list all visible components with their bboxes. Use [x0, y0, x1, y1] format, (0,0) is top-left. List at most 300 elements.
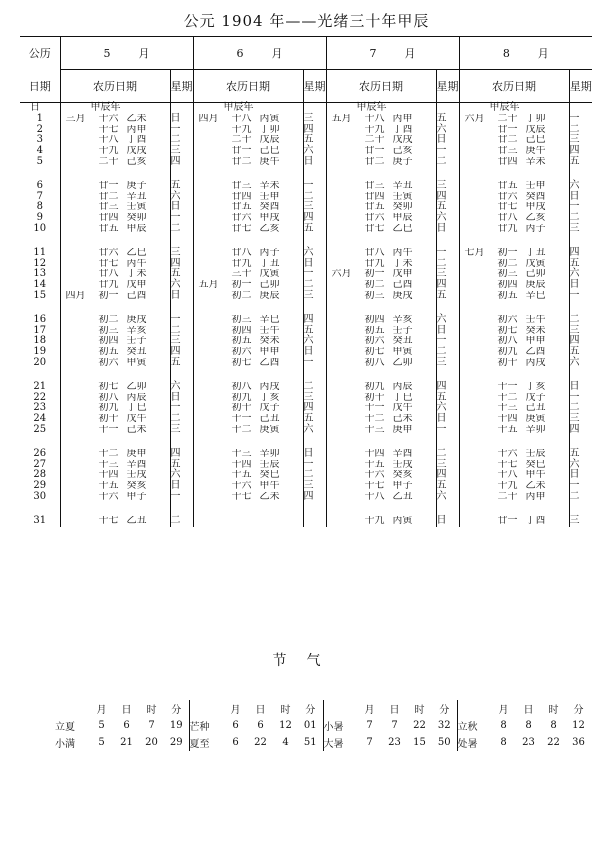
lunar-row: [460, 146, 569, 157]
solar-term-value: 5: [98, 720, 105, 731]
weekday: 一: [436, 335, 447, 347]
ganzhi: 壬子: [126, 336, 147, 347]
gregorian-label: 公历: [20, 37, 60, 70]
lunar-row: [327, 460, 436, 471]
weekday-group: [570, 248, 593, 302]
ganzhi: 辛巳: [259, 314, 280, 325]
solar-term-value: 22: [547, 737, 560, 748]
weekday: 一: [303, 356, 314, 368]
day-number: 26: [33, 447, 47, 459]
lunar-row: [194, 336, 303, 347]
lunar-day: 十九: [98, 146, 119, 157]
weekday-group: [171, 114, 193, 168]
weekday-label: 星期: [436, 70, 459, 103]
weekday: 三: [569, 514, 580, 526]
lunar-month: [194, 157, 224, 168]
solar-term-column-label: 月: [96, 705, 107, 716]
weekday: 六: [436, 402, 447, 414]
lunar-month: [61, 157, 91, 168]
weekday: 四: [569, 246, 580, 258]
ganzhi: 己亥: [392, 146, 413, 157]
lunar-month: [327, 291, 357, 302]
ganzhi: 丙戌: [259, 381, 280, 392]
ganzhi: 己未: [392, 414, 413, 425]
weekday: 六: [569, 458, 580, 470]
solar-term-value: 7: [148, 720, 155, 731]
day-number: 4: [36, 145, 43, 157]
lunar-row: [61, 382, 170, 393]
ganzhi: 癸丑: [126, 347, 147, 358]
weekday: 二: [303, 469, 314, 481]
lunar-row: [327, 125, 436, 136]
lunar-month: [460, 470, 490, 481]
solar-term-name: 大暑: [323, 734, 357, 751]
weekday: 二: [170, 134, 181, 146]
lunar-row: [194, 125, 303, 136]
weekday-group: [437, 382, 459, 436]
weekday: 日: [436, 324, 447, 336]
lunar-month: [61, 224, 91, 235]
lunar-day: 廿四: [497, 156, 518, 167]
day-group: [20, 248, 60, 302]
weekday-group: [437, 248, 459, 302]
solar-term-column-label: 日: [255, 705, 266, 716]
day-group: [20, 114, 60, 168]
day-number: 6: [36, 179, 43, 191]
weekday: 日: [170, 112, 181, 124]
lunar-row: [460, 414, 569, 425]
lunar-day: 十五: [364, 459, 385, 470]
lunar-day: 廿二: [98, 191, 119, 202]
month-header: 6 月: [193, 37, 326, 70]
weekday: 四: [303, 402, 314, 414]
weekday: 二: [303, 279, 314, 291]
ganzhi: 丁卯: [259, 124, 280, 135]
ganzhi: 癸酉: [259, 202, 280, 213]
weekday: 日: [569, 469, 580, 481]
lunar-day: 廿八: [231, 247, 252, 258]
ganzhi: 丁巳: [392, 392, 413, 403]
lunar-day: 廿九: [364, 258, 385, 269]
lunar-month: [61, 336, 91, 347]
weekday: 六: [170, 380, 181, 392]
weekday: 三: [436, 356, 447, 368]
ganzhi: 乙未: [126, 113, 147, 124]
lunar-month: [61, 481, 91, 492]
lunar-group: [61, 449, 170, 503]
lunar-day: 十九: [364, 515, 385, 526]
lunar-month: [194, 213, 224, 224]
weekday: 一: [569, 112, 580, 124]
lunar-month: [194, 516, 224, 527]
weekday: 五: [303, 222, 314, 234]
lunar-day: 十七: [231, 491, 252, 502]
lunar-day: 初四: [497, 280, 518, 291]
ganzhi: 辛亥: [392, 314, 413, 325]
lunar-day: 十五: [497, 424, 518, 435]
lunar-month: [460, 269, 490, 280]
solar-term-column-label: 日: [523, 705, 534, 716]
weekday: 二: [170, 222, 181, 234]
lunar-day: 廿三: [364, 180, 385, 191]
lunar-month: [327, 146, 357, 157]
weekday: 日: [303, 346, 314, 358]
lunar-day: 初三: [98, 325, 119, 336]
lunar-day: 廿四: [364, 191, 385, 202]
weekday: 三: [303, 201, 314, 213]
lunar-row: [327, 157, 436, 168]
date-label: 日期: [20, 70, 60, 103]
lunar-day: 廿七: [98, 258, 119, 269]
ganzhi: 庚午: [259, 156, 280, 167]
weekday-label: 星期: [303, 70, 326, 103]
ganzhi: 壬寅: [392, 191, 413, 202]
lunar-month: [194, 125, 224, 136]
weekday: 二: [569, 402, 580, 414]
lunar-month: [61, 269, 91, 280]
lunar-group: [194, 248, 303, 302]
lunar-month: [327, 403, 357, 414]
ganzhi: 戊戌: [392, 135, 413, 146]
lunar-row: [327, 259, 436, 270]
lunar-row: [61, 135, 170, 146]
solar-term-column-label: 时: [280, 705, 291, 716]
lunar-day: 廿七: [231, 223, 252, 234]
ganzhi: 乙亥: [259, 223, 280, 234]
lunar-month: [327, 315, 357, 326]
lunar-month: 四月: [198, 113, 219, 124]
lunar-group: [460, 315, 569, 369]
ganzhi: 丙子: [259, 247, 280, 258]
ganzhi: [260, 516, 286, 527]
lunar-month: [194, 326, 224, 337]
solar-term-column-label: 日: [121, 705, 132, 716]
lunar-day: 初十: [497, 357, 518, 368]
lunar-month: 三月: [65, 113, 86, 124]
ganzhi: 丁丑: [525, 247, 546, 258]
lunar-month: [460, 291, 490, 302]
solar-term-column-label: 日: [389, 705, 400, 716]
ganzhi: 丙辰: [126, 392, 147, 403]
ganzhi: 癸巳: [259, 470, 280, 481]
weekday: 六: [170, 190, 181, 202]
lunar-row: [460, 315, 569, 326]
lunar-day: 初六: [497, 314, 518, 325]
lunar-month: [460, 460, 490, 471]
solar-term-value: 8: [500, 737, 507, 748]
weekday-group: [437, 449, 459, 503]
lunar-day: 初七: [98, 381, 119, 392]
solar-term-row: [55, 734, 591, 751]
lunar-month: [194, 315, 224, 326]
ganzhi: 丁未: [392, 258, 413, 269]
day-number: 19: [33, 346, 47, 358]
lunar-month: [327, 516, 357, 527]
solar-term-name: 立夏: [55, 722, 75, 733]
lunar-group: [61, 114, 170, 168]
lunar-row: [61, 326, 170, 337]
lunar-row: [61, 336, 170, 347]
lunar-row: [327, 393, 436, 404]
lunar-day: 廿四: [231, 191, 252, 202]
lunar-month: [194, 259, 224, 270]
lunar-row: [460, 403, 569, 414]
lunar-row: [460, 202, 569, 213]
lunar-row: [460, 382, 569, 393]
weekday: 三: [303, 112, 314, 124]
lunar-month: [327, 347, 357, 358]
lunar-month: [327, 326, 357, 337]
lunar-day: 初四: [98, 336, 119, 347]
lunar-day: 廿六: [231, 213, 252, 224]
lunar-row: [460, 248, 569, 259]
lunar-month: [194, 146, 224, 157]
weekday: 日: [569, 190, 580, 202]
lunar-row: [327, 470, 436, 481]
lunar-month: [61, 326, 91, 337]
weekday: 一: [303, 458, 314, 470]
lunar-day: 廿八: [98, 269, 119, 280]
ganzhi: 甲戌: [525, 202, 546, 213]
lunar-row: [327, 414, 436, 425]
lunar-day: 初一: [497, 247, 518, 258]
weekday: 四: [569, 145, 580, 157]
lunar-month: [460, 224, 490, 235]
weekday: 日: [170, 480, 181, 492]
weekday: 日: [436, 222, 447, 234]
lunar-row: [460, 125, 569, 136]
ganzhi: 壬申: [525, 180, 546, 191]
lunar-day: 廿六: [364, 213, 385, 224]
day-number: 24: [33, 413, 47, 425]
solar-term-value: 7: [366, 737, 373, 748]
lunar-row: [61, 403, 170, 414]
lunar-group: [61, 516, 170, 527]
day-number: 28: [33, 469, 47, 481]
lunar-row: [61, 125, 170, 136]
lunar-row: [61, 192, 170, 203]
lunar-group: [194, 449, 303, 503]
lunar-row: [194, 157, 303, 168]
weekday: 三: [170, 246, 181, 258]
lunar-month: [61, 425, 91, 436]
lunar-row: [61, 114, 170, 125]
weekday: 四: [303, 212, 314, 224]
lunar-row: [327, 492, 436, 503]
weekday: 五: [569, 346, 580, 358]
lunar-row: [327, 135, 436, 146]
ganzhi: 乙未: [525, 481, 546, 492]
weekday: 五: [436, 289, 447, 301]
day-number: 29: [33, 480, 47, 492]
lunar-group: [327, 114, 436, 168]
ganzhi: 丙寅: [259, 113, 280, 124]
weekday: 三: [569, 222, 580, 234]
ganzhi: 癸卯: [126, 213, 147, 224]
ganzhi: 丁酉: [392, 124, 413, 135]
lunar-row: [61, 393, 170, 404]
weekday: 三: [569, 413, 580, 425]
lunar-day: 初八: [98, 392, 119, 403]
ganzhi: 辛卯: [525, 424, 546, 435]
lunar-month: [327, 393, 357, 404]
ganzhi: 壬戌: [392, 459, 413, 470]
weekday-group: [171, 449, 193, 503]
ganzhi: 壬戌: [126, 470, 147, 481]
lunar-month: [327, 425, 357, 436]
lunar-month: [327, 248, 357, 259]
lunar-day: 廿一: [231, 146, 252, 157]
weekday: 五: [170, 458, 181, 470]
lunar-date-label: 农历日期: [193, 70, 303, 103]
lunar-row: [460, 114, 569, 125]
lunar-group: [460, 248, 569, 302]
ganzhi: 戊戌: [126, 146, 147, 157]
ganzhi: 丙申: [392, 113, 413, 124]
ganzhi: 乙巳: [392, 223, 413, 234]
weekday-group: [304, 449, 326, 503]
lunar-row: [61, 269, 170, 280]
ganzhi: 己酉: [126, 290, 147, 301]
weekday: 六: [436, 490, 447, 502]
lunar-row: [327, 382, 436, 393]
lunar-day: 十四: [497, 414, 518, 425]
weekday: 二: [170, 514, 181, 526]
lunar-month: [194, 481, 224, 492]
lunar-row: [327, 347, 436, 358]
lunar-month: [61, 470, 91, 481]
ganzhi: 壬寅: [126, 202, 147, 213]
weekday-group: [570, 516, 593, 527]
lunar-day: 初三: [497, 269, 518, 280]
weekday: 三: [303, 480, 314, 492]
lunar-month: [61, 135, 91, 146]
weekday: 三: [569, 324, 580, 336]
lunar-day: 十三: [231, 448, 252, 459]
lunar-day: 初四: [231, 325, 252, 336]
lunar-row: [61, 291, 170, 302]
day-number: 27: [33, 458, 47, 470]
day-number: 31: [33, 514, 47, 526]
lunar-row: [194, 248, 303, 259]
lunar-group: [194, 181, 303, 235]
ganzhi: 乙卯: [392, 357, 413, 368]
lunar-month: [327, 125, 357, 136]
lunar-day: 初五: [231, 336, 252, 347]
solar-term-value: 6: [123, 720, 130, 731]
lunar-day: 十二: [231, 424, 252, 435]
day-number: 30: [33, 490, 47, 502]
lunar-row: [194, 347, 303, 358]
lunar-row: [61, 157, 170, 168]
ganzhi: 丙子: [525, 223, 546, 234]
lunar-group: [194, 382, 303, 436]
solar-term-value: 6: [257, 720, 264, 731]
solar-term-value: 8: [525, 720, 532, 731]
ganzhi: 辛酉: [126, 459, 147, 470]
ganzhi: 甲寅: [126, 357, 147, 368]
ganzhi: 甲寅: [392, 347, 413, 358]
ganzhi: 己酉: [392, 280, 413, 291]
lunar-row: [327, 224, 436, 235]
lunar-group: [194, 516, 303, 527]
lunar-row: [194, 146, 303, 157]
solar-term-column-label: 分: [439, 705, 450, 716]
lunar-column: [326, 103, 436, 527]
solar-term-value: 8: [550, 720, 557, 731]
day-number: 13: [33, 268, 47, 280]
lunar-day: 十九: [364, 124, 385, 135]
ganzhi: 辛卯: [259, 448, 280, 459]
day-number: 12: [33, 257, 47, 269]
day-group: [20, 382, 60, 436]
ganzhi: 癸丑: [392, 336, 413, 347]
weekday: 六: [436, 313, 447, 325]
solar-term-value: 22: [413, 720, 426, 731]
weekday: 一: [170, 490, 181, 502]
lunar-month: [460, 259, 490, 270]
day-number: 18: [33, 335, 47, 347]
lunar-month: [327, 470, 357, 481]
lunar-month: [460, 202, 490, 213]
solar-term-value: 51: [303, 737, 317, 748]
weekday-group: [570, 114, 593, 168]
lunar-month: 五月: [331, 113, 352, 124]
day-column: [20, 103, 60, 527]
lunar-month: [194, 336, 224, 347]
lunar-row: [61, 146, 170, 157]
lunar-month: [327, 202, 357, 213]
day-number: 2: [36, 123, 43, 135]
ganzhi: 丙辰: [392, 381, 413, 392]
weekday: 六: [569, 179, 580, 191]
day-number: 23: [33, 402, 47, 414]
weekday: 五: [436, 480, 447, 492]
lunar-day: 初六: [98, 357, 119, 368]
lunar-day: 十八: [231, 113, 252, 124]
weekday: 五: [170, 179, 181, 191]
lunar-row: [61, 259, 170, 270]
ganzhi: 甲申: [525, 336, 546, 347]
lunar-month: [61, 460, 91, 471]
lunar-day: 十六: [364, 470, 385, 481]
lunar-month: [460, 192, 490, 203]
lunar-day: 十三: [98, 459, 119, 470]
lunar-month: [327, 382, 357, 393]
solar-term-value: 50: [437, 737, 451, 748]
solar-term-row: [55, 717, 591, 734]
weekday: 二: [436, 346, 447, 358]
solar-term-name: 芒种: [189, 717, 223, 734]
weekday: 四: [303, 313, 314, 325]
lunar-row: [61, 516, 170, 527]
lunar-day: 十九: [497, 481, 518, 492]
lunar-year-label: 甲辰年: [223, 102, 254, 113]
ganzhi: 乙丑: [392, 491, 413, 502]
lunar-day: 十二: [98, 448, 119, 459]
solar-term-value: 29: [169, 737, 183, 748]
ganzhi: 戊午: [392, 403, 413, 414]
ganzhi: 丙戌: [525, 357, 546, 368]
weekday: 一: [436, 246, 447, 258]
solar-term-value: 23: [522, 737, 535, 748]
ganzhi: 壬辰: [259, 459, 280, 470]
lunar-month: [460, 492, 490, 503]
lunar-month: [194, 492, 224, 503]
ganzhi: 戊寅: [525, 258, 546, 269]
lunar-day: 十八: [98, 135, 119, 146]
lunar-day: 廿三: [98, 202, 119, 213]
